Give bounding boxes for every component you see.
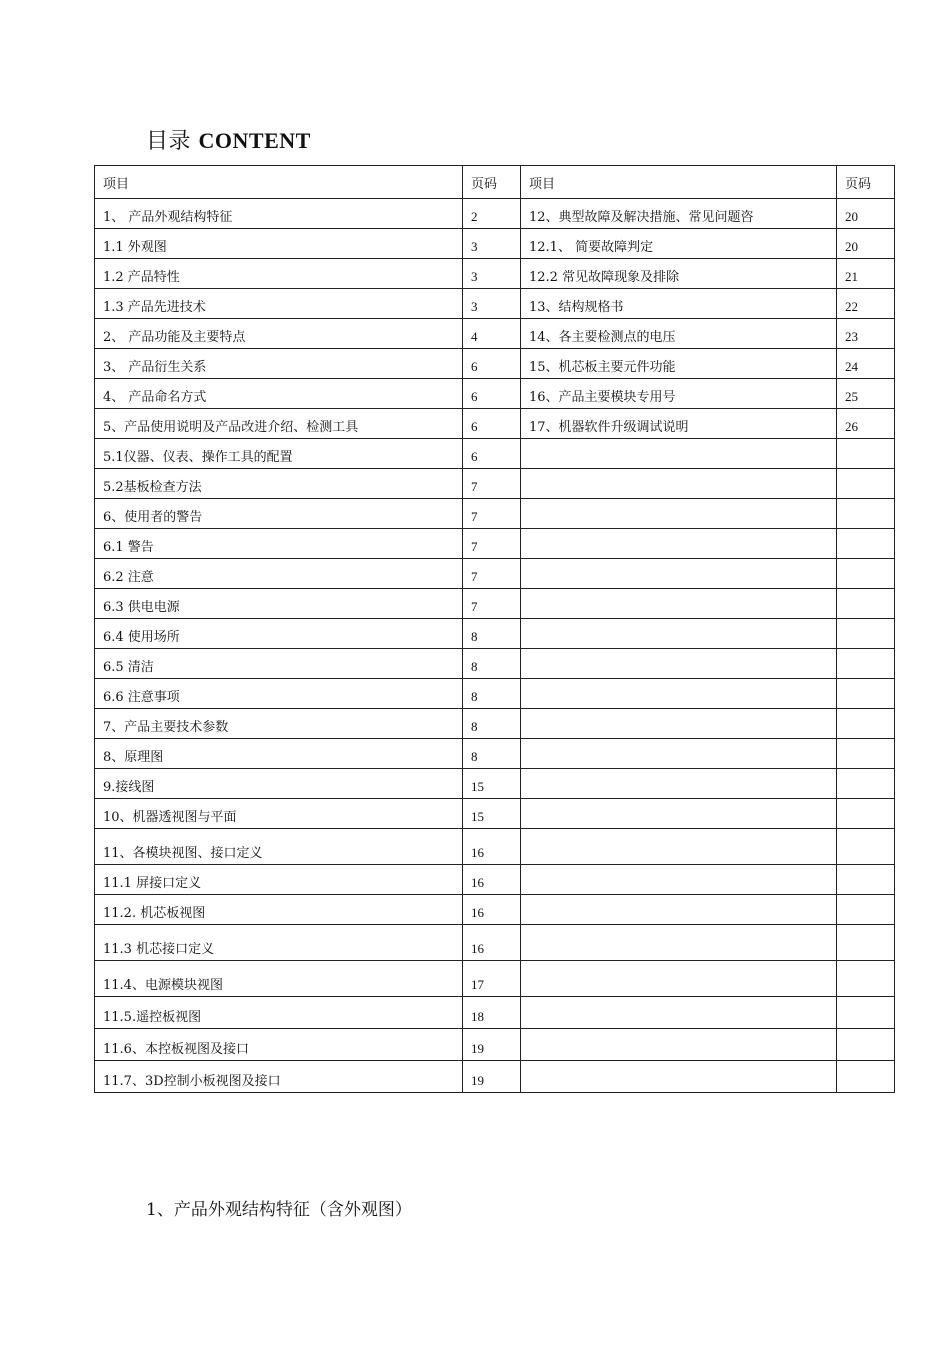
toc-row <box>95 829 895 865</box>
toc-item-left: 4、 产品命名方式 <box>95 379 463 409</box>
toc-item-right <box>521 619 837 649</box>
toc-page-left: 3 <box>463 229 521 259</box>
toc-page-right <box>837 679 895 709</box>
toc-page-right <box>837 739 895 769</box>
toc-item-right: 17、机器软件升级调试说明 <box>521 409 837 439</box>
toc-item-left: 11.2. 机芯板视图 <box>95 895 463 925</box>
toc-row <box>95 961 895 997</box>
toc-row <box>95 319 895 349</box>
title-en: CONTENT <box>198 128 311 153</box>
toc-page-right: 24 <box>837 349 895 379</box>
toc-item-right: 12、典型故障及解决措施、常见问题咨 <box>521 199 837 229</box>
toc-item-right <box>521 649 837 679</box>
toc-row <box>95 349 895 379</box>
toc-page-left: 7 <box>463 559 521 589</box>
toc-page-left: 6 <box>463 349 521 379</box>
toc-page-left: 2 <box>463 199 521 229</box>
toc-page-left: 19 <box>463 1061 521 1093</box>
toc-page-right <box>837 499 895 529</box>
toc-page-right <box>837 529 895 559</box>
toc-page-right: 20 <box>837 199 895 229</box>
toc-item-right: 12.1、 简要故障判定 <box>521 229 837 259</box>
toc-item-left: 6、使用者的警告 <box>95 499 463 529</box>
toc-page-right <box>837 589 895 619</box>
toc-page-right: 21 <box>837 259 895 289</box>
toc-item-right <box>521 1061 837 1093</box>
toc-item-right <box>521 769 837 799</box>
toc-item-left: 1、 产品外观结构特征 <box>95 199 463 229</box>
toc-row <box>95 229 895 259</box>
toc-item-left: 11、各模块视图、接口定义 <box>95 829 463 865</box>
toc-page-right <box>837 439 895 469</box>
toc-page-left: 8 <box>463 739 521 769</box>
toc-page-left: 18 <box>463 997 521 1029</box>
header-item-right: 项目 <box>521 166 837 199</box>
toc-row <box>95 289 895 319</box>
toc-item-left: 6.1 警告 <box>95 529 463 559</box>
toc-item-left: 8、原理图 <box>95 739 463 769</box>
toc-item-left: 1.3 产品先进技术 <box>95 289 463 319</box>
toc-item-left: 11.6、本控板视图及接口 <box>95 1029 463 1061</box>
toc-item-left: 6.4 使用场所 <box>95 619 463 649</box>
toc-page-right <box>837 619 895 649</box>
toc-page-right: 23 <box>837 319 895 349</box>
toc-row <box>95 679 895 709</box>
toc-page-left: 15 <box>463 769 521 799</box>
toc-item-left: 11.3 机芯接口定义 <box>95 925 463 961</box>
toc-page-left: 8 <box>463 679 521 709</box>
toc-item-right <box>521 469 837 499</box>
toc-page-left: 17 <box>463 961 521 997</box>
toc-row <box>95 469 895 499</box>
toc-page-right <box>837 709 895 739</box>
toc-item-right <box>521 799 837 829</box>
toc-item-right: 16、产品主要模块专用号 <box>521 379 837 409</box>
toc-row <box>95 799 895 829</box>
toc-page-left: 16 <box>463 895 521 925</box>
toc-item-right <box>521 439 837 469</box>
toc-row <box>95 997 895 1029</box>
toc-page-right: 25 <box>837 379 895 409</box>
toc-page-right <box>837 895 895 925</box>
toc-page-left: 3 <box>463 259 521 289</box>
toc-item-left: 3、 产品衍生关系 <box>95 349 463 379</box>
toc-page-right: 22 <box>837 289 895 319</box>
toc-page-left: 6 <box>463 439 521 469</box>
toc-row <box>95 1061 895 1093</box>
toc-item-right <box>521 709 837 739</box>
header-page-right: 页码 <box>837 166 895 199</box>
toc-page-left: 15 <box>463 799 521 829</box>
toc-row <box>95 559 895 589</box>
toc-page-right <box>837 997 895 1029</box>
toc-page-right: 26 <box>837 409 895 439</box>
toc-row <box>95 529 895 559</box>
toc-item-left: 7、产品主要技术参数 <box>95 709 463 739</box>
toc-item-right <box>521 679 837 709</box>
toc-page-left: 8 <box>463 709 521 739</box>
toc-page-left: 16 <box>463 925 521 961</box>
toc-item-left: 2、 产品功能及主要特点 <box>95 319 463 349</box>
toc-item-right <box>521 559 837 589</box>
toc-page-left: 7 <box>463 469 521 499</box>
toc-row <box>95 259 895 289</box>
toc-item-right: 13、结构规格书 <box>521 289 837 319</box>
toc-row <box>95 379 895 409</box>
toc-page-right <box>837 865 895 895</box>
toc-item-left: 6.3 供电电源 <box>95 589 463 619</box>
toc-item-right <box>521 961 837 997</box>
toc-item-left: 9.接线图 <box>95 769 463 799</box>
toc-item-left: 5.2基板检查方法 <box>95 469 463 499</box>
header-item-left: 项目 <box>95 166 463 199</box>
toc-row <box>95 439 895 469</box>
toc-page-right <box>837 1061 895 1093</box>
toc-row <box>95 649 895 679</box>
toc-page-right <box>837 469 895 499</box>
toc-row <box>95 199 895 229</box>
toc-page-left: 8 <box>463 649 521 679</box>
toc-item-right <box>521 925 837 961</box>
toc-page-left: 3 <box>463 289 521 319</box>
toc-item-right <box>521 829 837 865</box>
toc-row <box>95 769 895 799</box>
toc-page-left: 7 <box>463 499 521 529</box>
toc-row <box>95 409 895 439</box>
toc-page-left: 19 <box>463 1029 521 1061</box>
toc-page-right <box>837 925 895 961</box>
toc-page-right: 20 <box>837 229 895 259</box>
title-cn: 目录 <box>146 129 192 154</box>
toc-item-left: 1.1 外观图 <box>95 229 463 259</box>
toc-page-left: 7 <box>463 529 521 559</box>
toc-item-right: 12.2 常见故障现象及排除 <box>521 259 837 289</box>
toc-item-left: 11.7、3D控制小板视图及接口 <box>95 1061 463 1093</box>
toc-item-left: 11.1 屏接口定义 <box>95 865 463 895</box>
toc-page-left: 16 <box>463 865 521 895</box>
toc-page-left: 16 <box>463 829 521 865</box>
toc-item-right: 15、机芯板主要元件功能 <box>521 349 837 379</box>
toc-item-left: 6.6 注意事项 <box>95 679 463 709</box>
toc-item-right <box>521 997 837 1029</box>
toc-item-right <box>521 589 837 619</box>
toc-page-right <box>837 559 895 589</box>
toc-page-right <box>837 1029 895 1061</box>
toc-row <box>95 709 895 739</box>
toc-row <box>95 1029 895 1061</box>
toc-row <box>95 589 895 619</box>
toc-item-left: 6.2 注意 <box>95 559 463 589</box>
toc-item-right <box>521 529 837 559</box>
toc-page-right <box>837 769 895 799</box>
toc-page-left: 7 <box>463 589 521 619</box>
toc-row <box>95 865 895 895</box>
toc-item-left: 5.1仪器、仪表、操作工具的配置 <box>95 439 463 469</box>
toc-item-left: 10、机器透视图与平面 <box>95 799 463 829</box>
toc-page-right <box>837 649 895 679</box>
toc-table <box>94 165 895 1093</box>
page-title <box>146 124 311 155</box>
toc-page-right <box>837 961 895 997</box>
toc-row <box>95 739 895 769</box>
toc-item-left: 5、产品使用说明及产品改进介绍、检测工具 <box>95 409 463 439</box>
toc-row <box>95 499 895 529</box>
header-page-left: 页码 <box>463 166 521 199</box>
toc-page-left: 4 <box>463 319 521 349</box>
toc-item-right <box>521 739 837 769</box>
toc-page-left: 6 <box>463 409 521 439</box>
toc-item-right <box>521 895 837 925</box>
toc-page-right <box>837 799 895 829</box>
toc-page-left: 6 <box>463 379 521 409</box>
toc-item-right: 14、各主要检测点的电压 <box>521 319 837 349</box>
section-heading: 1、产品外观结构特征（含外观图） <box>146 1200 412 1220</box>
toc-item-left: 11.5.遥控板视图 <box>95 997 463 1029</box>
toc-item-right <box>521 865 837 895</box>
toc-item-right <box>521 1029 837 1061</box>
toc-page-left: 8 <box>463 619 521 649</box>
toc-row <box>95 619 895 649</box>
toc-row <box>95 895 895 925</box>
toc-header-row <box>95 166 895 199</box>
toc-page-right <box>837 829 895 865</box>
toc-row <box>95 925 895 961</box>
toc-item-left: 1.2 产品特性 <box>95 259 463 289</box>
toc-item-right <box>521 499 837 529</box>
toc-item-left: 6.5 清洁 <box>95 649 463 679</box>
toc-item-left: 11.4、电源模块视图 <box>95 961 463 997</box>
